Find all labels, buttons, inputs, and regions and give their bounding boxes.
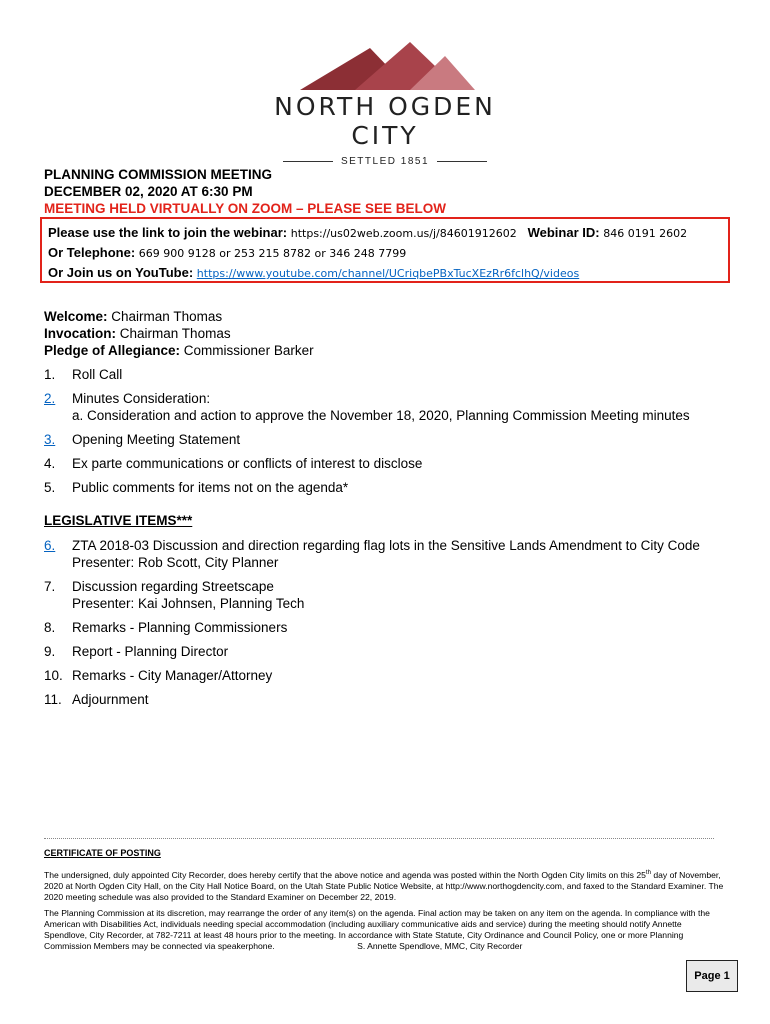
page-number: Page 1 [686,960,738,992]
city-name: NORTH OGDEN CITY [274,92,496,150]
city-logo [245,40,525,167]
agenda-item-9: 9. Report - Planning Director [44,644,229,659]
recorder-signature: S. Annette Spendlove, MMC, City Recorder [357,941,523,951]
webinar-label: Please use the link to join the webinar: [48,225,288,240]
agenda-link-6[interactable]: 6. [44,538,56,553]
agenda-item-3: 3. Opening Meeting Statement [44,432,241,447]
certificate-paragraph: The undersigned, duly appointed City Recorder, does hereby certify that the above notice and agenda was posted within the North Ogden City limits on this 25th day of November, 2020 at North Ogden City Hall, on the City Hall Notice Board, on the Utah State Public Notice Website, at http://www.northogdencity.com, and faxed to the Standard Examiner. The 2020 meeting schedule was also provided to the Standard Examiner on December 22, 2019. [44,869,724,902]
role-welcome: Welcome: Chairman Thomas [44,309,223,324]
meeting-header [44,166,734,217]
legislative-heading: LEGISLATIVE ITEMS*** [44,513,193,528]
agenda-item-7: 7. Discussion regarding Streetscape Presenter: Kai Johnsen, Planning Tech [44,579,305,611]
agenda-item-5: 5. Public comments for items not on the agenda* [44,480,349,495]
youtube-link[interactable]: https://www.youtube.com/channel/UCriqbePBxTucXEzRr6fclhQ/videos [196,267,580,280]
meeting-roles [44,308,314,359]
agenda-item-1: 1. Roll Call [44,367,123,382]
meeting-title: PLANNING COMMISSION MEETING [44,167,273,182]
webinar-id: 846 0191 2602 [603,227,688,240]
mountains-icon [260,40,510,90]
agenda [44,366,744,715]
phone-numbers: 669 900 9128 or 253 215 8782 or 346 248 7799 [138,247,407,260]
role-invocation: Invocation: Chairman Thomas [44,326,231,341]
agenda-item-4: 4. Ex parte communications or conflicts of interest to disclose [44,456,423,471]
webinar-id-label: Webinar ID: [527,225,600,240]
compliance-paragraph: The Planning Commission at its discretion, may rearrange the order of any item(s) on the agenda. Final action may be taken on any item on the agenda. In compliance with the American with Disabilities Act, individuals needing special accommodation (including auxiliary communicative aids and service) during the meeting should notify Annette Spendlove, City Recorder, at 782-7211 at least 48 hours prior to the meeting. In accordance with State Statute, City Ordinance and Council Policy, one or more Planning Commission Members may be connected via speakerphone. S. Annette Spendlove, MMC, City Recorder [44,908,710,951]
agenda-item-11: 11. Adjournment [44,692,149,707]
agenda-item-6: 6. ZTA 2018-03 Discussion and direction regarding flag lots in the Sensitive Lands Amendment to City Code Presenter: Rob Scott, City Planner [44,538,700,570]
meeting-date: DECEMBER 02, 2020 AT 6:30 PM [44,184,253,199]
role-pledge: Pledge of Allegiance: Commissioner Barker [44,343,314,358]
certificate-title: CERTIFICATE OF POSTING [44,848,161,858]
youtube-label: Or Join us on YouTube: [48,265,194,280]
agenda-item-2: 2. Minutes Consideration: a. Consideration and action to approve the November 18, 2020, Planning Commission Meeting minutes [44,391,690,423]
webinar-url[interactable]: https://us02web.zoom.us/j/84601912602 [290,227,517,240]
agenda-link-3[interactable]: 3. [44,432,56,447]
agenda-item-10: 10. Remarks - City Manager/Attorney [44,668,273,683]
settled-text: SETTLED 1851 [340,156,430,167]
agenda-link-2[interactable]: 2. [44,391,56,406]
phone-label: Or Telephone: [48,245,136,260]
virtual-notice: MEETING HELD VIRTUALLY ON ZOOM – PLEASE SEE BELOW [44,201,447,216]
zoom-info-box [40,217,730,283]
divider [44,838,714,839]
agenda-item-8: 8. Remarks - Planning Commissioners [44,620,288,635]
